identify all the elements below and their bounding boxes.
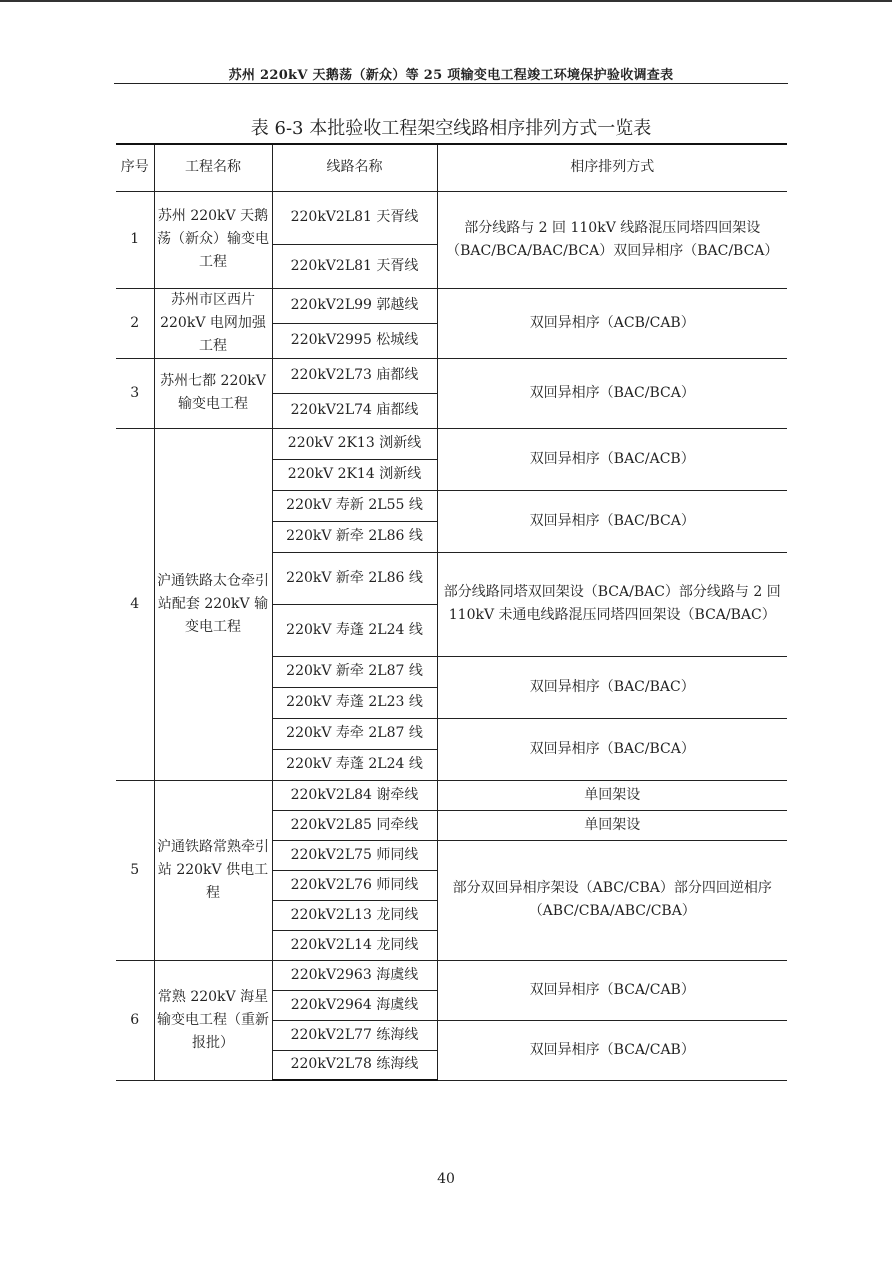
line-name: 220kV2L77 练海线 <box>272 1020 437 1050</box>
line-name: 220kV 寿蓬 2L23 线 <box>272 687 437 718</box>
line-name: 220kV2L73 庙都线 <box>272 358 437 393</box>
project-name: 沪通铁路太仓牵引站配套 220kV 输变电工程 <box>154 428 272 780</box>
page-number: 40 <box>437 1171 455 1187</box>
line-name: 220kV2L81 天胥线 <box>272 191 437 244</box>
project-name: 常熟 220kV 海星输变电工程（重新报批） <box>154 960 272 1080</box>
table-row <box>116 191 787 244</box>
project-no: 2 <box>116 288 154 358</box>
project-name: 沪通铁路常熟牵引站 220kV 供电工程 <box>154 780 272 960</box>
line-name: 220kV2L74 庙都线 <box>272 393 437 428</box>
table-title: 表 6-3 本批验收工程架空线路相序排列方式一览表 <box>250 118 652 139</box>
phase-arrangement: 双回异相序（BCA/CAB） <box>437 960 787 1020</box>
table-row <box>116 358 787 393</box>
line-name: 220kV2L99 郭越线 <box>272 288 437 323</box>
project-no: 1 <box>116 191 154 288</box>
table-row <box>116 428 787 459</box>
line-name: 220kV 2K13 浏新线 <box>272 428 437 459</box>
table-row <box>116 288 787 323</box>
line-name: 220kV2L81 天胥线 <box>272 244 437 288</box>
phase-arrangement: 双回异相序（BCA/CAB） <box>437 1020 787 1080</box>
table-row <box>116 960 787 990</box>
column-header-no: 序号 <box>116 144 154 191</box>
line-name: 220kV 新牵 2L87 线 <box>272 656 437 687</box>
column-header-project-name: 工程名称 <box>154 144 272 191</box>
line-name: 220kV 新牵 2L86 线 <box>272 521 437 552</box>
line-name: 220kV2995 松城线 <box>272 323 437 358</box>
project-no: 4 <box>116 428 154 780</box>
line-name: 220kV2L76 师同线 <box>272 870 437 900</box>
line-name: 220kV 2K14 浏新线 <box>272 459 437 490</box>
phase-arrangement: 双回异相序（BAC/BAC） <box>437 656 787 718</box>
phase-arrangement: 双回异相序（BAC/BCA） <box>437 358 787 428</box>
column-header-phase-arrangement: 相序排列方式 <box>437 144 787 191</box>
top-border-line <box>0 0 892 2</box>
phase-arrangement: 部分双回异相序架设（ABC/CBA）部分四回逆相序（ABC/CBA/ABC/CBA） <box>437 840 787 960</box>
line-name: 220kV2L78 练海线 <box>272 1050 437 1080</box>
table-row <box>116 780 787 810</box>
phase-arrangement: 双回异相序（BAC/BCA） <box>437 718 787 780</box>
project-no: 6 <box>116 960 154 1080</box>
phase-arrangement: 双回异相序（BAC/BCA） <box>437 490 787 552</box>
line-name: 220kV2L14 龙同线 <box>272 930 437 960</box>
line-name: 220kV2L85 同牵线 <box>272 810 437 840</box>
phase-arrangement: 双回异相序（BAC/ACB） <box>437 428 787 490</box>
phase-arrangement: 双回异相序（ACB/CAB） <box>437 288 787 358</box>
line-name: 220kV 寿新 2L55 线 <box>272 490 437 521</box>
phase-sequence-table <box>116 143 787 1081</box>
line-name: 220kV2964 海虞线 <box>272 990 437 1020</box>
project-name: 苏州七都 220kV 输变电工程 <box>154 358 272 428</box>
line-name: 220kV 新牵 2L86 线 <box>272 552 437 604</box>
phase-arrangement: 部分线路同塔双回架设（BCA/BAC）部分线路与 2 回 110kV 未通电线路混压同塔四回架设（BCA/BAC） <box>437 552 787 656</box>
project-no: 5 <box>116 780 154 960</box>
project-name: 苏州 220kV 天鹅荡（新众）输变电工程 <box>154 191 272 288</box>
table-header-row <box>116 144 787 191</box>
line-name: 220kV 寿牵 2L87 线 <box>272 718 437 749</box>
line-name: 220kV 寿蓬 2L24 线 <box>272 749 437 780</box>
line-name: 220kV2L84 谢牵线 <box>272 780 437 810</box>
column-header-line-name: 线路名称 <box>272 144 437 191</box>
running-header: 苏州 220kV 天鹅荡（新众）等 25 项输变电工程竣工环境保护验收调查表 <box>228 68 674 83</box>
project-name: 苏州市区西片 220kV 电网加强工程 <box>154 288 272 358</box>
header-rule <box>114 83 788 84</box>
phase-arrangement: 单回架设 <box>437 810 787 840</box>
line-name: 220kV 寿蓬 2L24 线 <box>272 604 437 656</box>
line-name: 220kV2L75 师同线 <box>272 840 437 870</box>
line-name: 220kV2963 海虞线 <box>272 960 437 990</box>
line-name: 220kV2L13 龙同线 <box>272 900 437 930</box>
project-no: 3 <box>116 358 154 428</box>
phase-arrangement: 单回架设 <box>437 780 787 810</box>
phase-arrangement: 部分线路与 2 回 110kV 线路混压同塔四回架设（BAC/BCA/BAC/BCA）双回异相序（BAC/BCA） <box>437 191 787 288</box>
